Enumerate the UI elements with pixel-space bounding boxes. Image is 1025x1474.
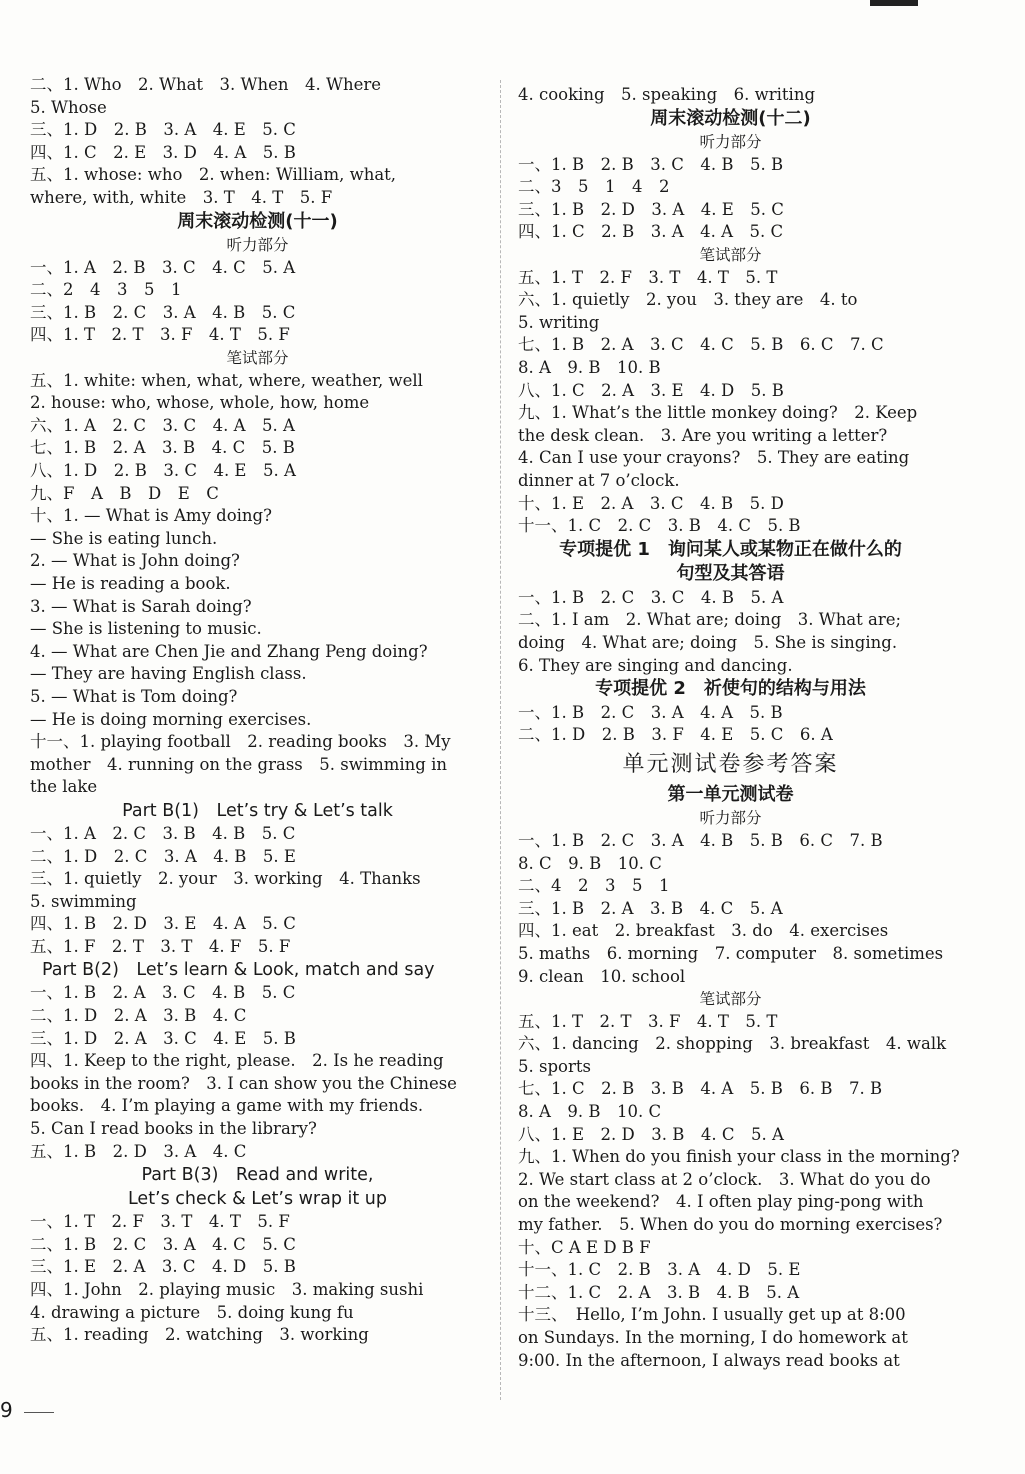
answers-title: 单元测试卷参考答案 [622, 751, 839, 777]
answer-line: 4. drawing a picture 5. doing kung fu [30, 1302, 354, 1322]
answer-line: 十、C A E D B F [518, 1237, 651, 1257]
answer-line: 七、1. B 2. A 3. C 4. C 5. B 6. C 7. C [518, 335, 884, 355]
answer-line: my father. 5. When do you do morning exercises? [518, 1215, 943, 1235]
answer-line: 二、1. B 2. C 3. A 4. C 5. C [30, 1234, 296, 1254]
answer-line: 十二、1. C 2. A 3. B 4. B 5. A [518, 1282, 800, 1302]
answer-line: 9:00. In the afternoon, I always read books at [518, 1350, 900, 1370]
subsection-heading: 笔试部分 [226, 349, 289, 368]
answer-line: 三、1. D 2. A 3. C 4. E 5. B [30, 1028, 296, 1048]
answer-line: 四、1. C 2. E 3. D 4. A 5. B [30, 142, 296, 162]
answer-line: 十一、1. C 2. C 3. B 4. C 5. B [518, 516, 801, 536]
answer-line: books. 4. I’m playing a game with my friends. [30, 1096, 424, 1116]
section-heading: 周末滚动检测(十一) [177, 210, 338, 232]
column-divider [500, 80, 501, 1400]
answer-line: 六、1. dancing 2. shopping 3. breakfast 4. walk [518, 1034, 947, 1054]
answer-line: 5. Whose [30, 97, 107, 117]
answer-line: 5. swimming [30, 891, 137, 911]
answer-line: 一、1. B 2. C 3. A 4. B 5. B 6. C 7. B [518, 830, 883, 850]
answer-line: 一、1. T 2. F 3. T 4. T 5. F [30, 1212, 290, 1232]
answer-line: 4. — What are Chen Jie and Zhang Peng doing? [30, 641, 428, 661]
answer-line: 九、1. What’s the little monkey doing? 2. Keep [518, 403, 918, 423]
answer-line: 十、1. — What is Amy doing? [30, 506, 272, 526]
answer-line: 二、4 2 3 5 1 [518, 876, 670, 896]
answer-line: 十一、1. playing football 2. reading books 3. My [30, 732, 451, 752]
page-number: 9 [0, 1398, 13, 1422]
part-heading: Let’s check & Let’s wrap it up [127, 1189, 388, 1210]
section-heading: 第一单元测试卷 [667, 783, 794, 805]
answer-line: 二、1. D 2. A 3. B 4. C [30, 1006, 247, 1026]
answer-line: 5. sports [518, 1056, 591, 1076]
section-heading: 专项提优 2 祈使句的结构与用法 [595, 678, 866, 700]
answer-line: 6. They are singing and dancing. [518, 655, 793, 675]
answer-line: 一、1. B 2. C 3. A 4. A 5. B [518, 702, 783, 722]
answer-line: 二、3 5 1 4 2 [518, 177, 670, 197]
answer-line: 一、1. B 2. A 3. C 4. B 5. C [30, 983, 296, 1003]
answer-line: 十三、 Hello, I’m John. I usually get up at 8:00 [518, 1305, 906, 1325]
answer-line: 9. clean 10. school [518, 966, 686, 986]
answer-line: 5. writing [518, 312, 600, 332]
answer-line: 二、1. D 2. C 3. A 4. B 5. E [30, 846, 296, 866]
answer-line: 九、1. When do you finish your class in the morning? [518, 1147, 960, 1167]
answer-line: the desk clean. 3. Are you writing a letter? [518, 425, 888, 445]
answer-line: 九、F A B D E C [30, 483, 219, 503]
answer-line: 5. Can I read books in the library? [30, 1119, 317, 1139]
section-heading: 句型及其答语 [676, 563, 785, 585]
answer-line: 四、1. C 2. B 3. A 4. A 5. C [518, 222, 784, 242]
answer-line: 一、1. A 2. B 3. C 4. C 5. A [30, 257, 296, 277]
answer-line: 五、1. whose: who 2. when: William, what, [30, 165, 397, 185]
answer-line: 4. cooking 5. speaking 6. writing [518, 85, 816, 104]
answer-line: 一、1. B 2. C 3. C 4. B 5. A [518, 587, 784, 607]
answer-line: 三、1. B 2. C 3. A 4. B 5. C [30, 302, 296, 322]
answer-line: 一、1. B 2. B 3. C 4. B 5. B [518, 154, 784, 174]
answer-line: 2. We start class at 2 o’clock. 3. What do you do [518, 1169, 931, 1189]
answer-line: 八、1. E 2. D 3. B 4. C 5. A [518, 1124, 784, 1144]
answer-line: 七、1. B 2. A 3. B 4. C 5. B [30, 438, 295, 458]
answer-line: 四、1. Keep to the right, please. 2. Is he reading [30, 1051, 444, 1071]
answer-line: the lake [30, 777, 98, 797]
answer-line: mother 4. running on the grass 5. swimming in [30, 754, 448, 774]
answer-line: 5. maths 6. morning 7. computer 8. sometimes [518, 943, 944, 963]
answer-line: on Sundays. In the morning, I do homework at [518, 1328, 908, 1347]
answer-line: 2. — What is John doing? [30, 551, 240, 571]
answer-line: doing 4. What are; doing 5. She is singing. [518, 632, 898, 652]
answer-line: 十、1. E 2. A 3. C 4. B 5. D [518, 493, 784, 513]
answer-line: 二、2 4 3 5 1 [30, 280, 182, 300]
page-number-rule [24, 1412, 54, 1413]
answer-line: 二、1. D 2. B 3. F 4. E 5. C 6. A [518, 725, 833, 745]
answer-line: — He is doing morning exercises. [30, 709, 312, 729]
part-heading: Part B(2) Let’s learn & Look, match and say [42, 960, 435, 981]
answer-line: 3. — What is Sarah doing? [30, 596, 252, 616]
answer-line: 四、1. John 2. playing music 3. making sushi [30, 1280, 424, 1299]
part-heading: Part B(3) Read and write, [141, 1165, 374, 1186]
answer-line: 四、1. T 2. T 3. F 4. T 5. F [30, 325, 290, 345]
answer-line: 二、1. I am 2. What are; doing 3. What are; [518, 610, 902, 630]
right-column [518, 84, 960, 1372]
answer-line: books in the room? 3. I can show you the Chinese [30, 1073, 457, 1093]
answer-line: 五、1. F 2. T 3. T 4. F 5. F [30, 936, 291, 956]
answer-line: 5. — What is Tom doing? [30, 686, 238, 706]
subsection-heading: 笔试部分 [699, 990, 762, 1009]
answer-line: 三、1. D 2. B 3. A 4. E 5. C [30, 120, 296, 140]
answer-line: 一、1. A 2. C 3. B 4. B 5. C [30, 823, 296, 843]
answer-line: 五、1. white: when, what, where, weather, well [30, 370, 423, 390]
answer-line: 五、1. reading 2. watching 3. working [30, 1325, 369, 1345]
subsection-heading: 听力部分 [226, 236, 289, 255]
answer-line: where, with, white 3. T 4. T 5. F [30, 187, 333, 207]
answer-line: 8. C 9. B 10. C [518, 853, 662, 873]
section-heading: 专项提优 1 询问某人或某物正在做什么的 [559, 538, 902, 560]
section-heading: 周末滚动检测(十二) [650, 107, 811, 129]
answer-line: 六、1. quietly 2. you 3. they are 4. to [518, 290, 858, 310]
subsection-heading: 听力部分 [699, 133, 762, 152]
answer-line: — They are having English class. [30, 664, 307, 684]
answer-line: — She is listening to music. [30, 619, 262, 639]
answer-line: 八、1. D 2. B 3. C 4. E 5. A [30, 461, 296, 480]
answer-line: 五、1. T 2. T 3. F 4. T 5. T [518, 1011, 778, 1031]
answer-line: 二、1. Who 2. What 3. When 4. Where [30, 75, 382, 94]
answer-line: 十一、1. C 2. B 3. A 4. D 5. E [518, 1260, 801, 1280]
answer-line: 4. Can I use your crayons? 5. They are eating [518, 448, 910, 468]
answer-line: 8. A 9. B 10. B [518, 358, 661, 378]
answer-line: 五、1. B 2. D 3. A 4. C [30, 1141, 247, 1161]
answer-line: 八、1. C 2. A 3. E 4. D 5. B [518, 380, 784, 400]
part-heading: Part B(1) Let’s try & Let’s talk [122, 800, 393, 821]
answer-line: 四、1. B 2. D 3. E 4. A 5. C [30, 914, 296, 934]
top-edge-mark [870, 0, 918, 6]
answer-line: 8. A 9. B 10. C [518, 1102, 662, 1122]
subsection-heading: 听力部分 [699, 809, 762, 828]
subsection-heading: 笔试部分 [699, 246, 762, 265]
answer-line: 五、1. T 2. F 3. T 4. T 5. T [518, 267, 778, 287]
answer-line: — She is eating lunch. [30, 528, 218, 548]
answer-line: on the weekend? 4. I often play ping-pong with [518, 1192, 924, 1212]
left-column [30, 74, 485, 1347]
answer-line: 四、1. eat 2. breakfast 3. do 4. exercises [518, 921, 889, 941]
answer-line: 三、1. quietly 2. your 3. working 4. Thanks [30, 869, 421, 889]
answer-line: 2. house: who, whose, whole, how, home [30, 393, 370, 413]
answer-line: dinner at 7 o’clock. [518, 471, 680, 490]
answer-line: 七、1. C 2. B 3. B 4. A 5. B 6. B 7. B [518, 1079, 883, 1099]
answer-line: 三、1. B 2. A 3. B 4. C 5. A [518, 898, 783, 918]
answer-line: 六、1. A 2. C 3. C 4. A 5. A [30, 415, 295, 435]
answer-line: — He is reading a book. [30, 573, 231, 593]
answer-line: 三、1. E 2. A 3. C 4. D 5. B [30, 1257, 296, 1277]
answer-line: 三、1. B 2. D 3. A 4. E 5. C [518, 199, 784, 219]
